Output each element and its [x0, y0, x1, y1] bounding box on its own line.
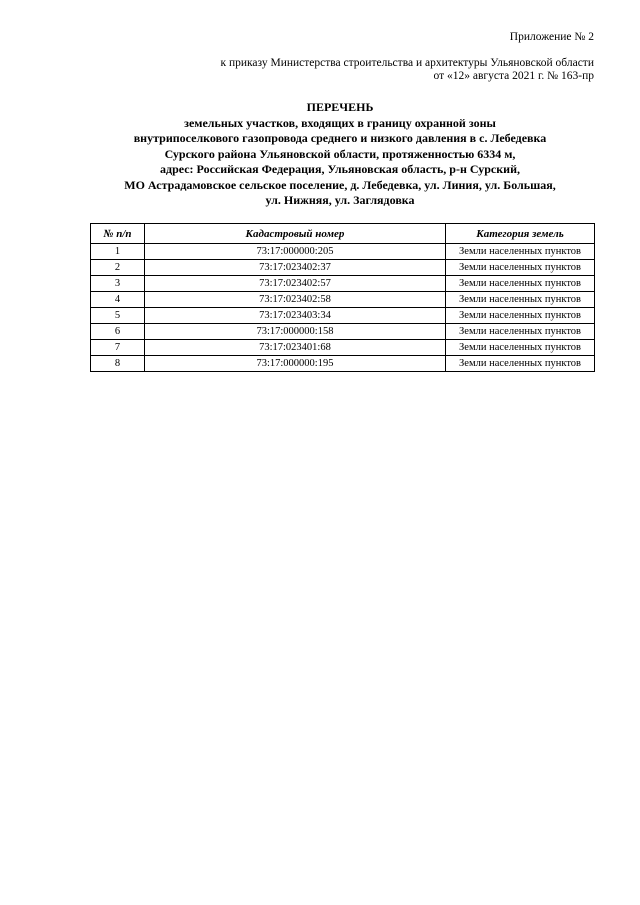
table-header-row — [91, 224, 595, 244]
order-reference-line2: от «12» августа 2021 г. № 163-пр — [433, 70, 594, 82]
order-reference-line1: к приказу Министерства строительства и архитектуры Ульяновской области — [220, 57, 594, 69]
cadastral-number: 73:17:023401:68 — [144, 340, 445, 356]
land-category: Земли населенных пунктов — [446, 244, 595, 260]
land-category: Земли населенных пунктов — [446, 260, 595, 276]
row-number: 2 — [91, 260, 145, 276]
land-category: Земли населенных пунктов — [446, 324, 595, 340]
document-title — [60, 100, 620, 209]
land-category: Земли населенных пунктов — [446, 292, 595, 308]
title-line: МО Астрадамовское сельское поселение, д. Лебедевка, ул. Линия, ул. Большая, — [124, 177, 556, 192]
row-number: 5 — [91, 308, 145, 324]
table-row — [91, 356, 595, 372]
title-line: земельных участков, входящих в границу охранной зоны — [184, 115, 496, 130]
table-row — [91, 308, 595, 324]
cadastral-number: 73:17:000000:205 — [144, 244, 445, 260]
cadastral-number: 73:17:023402:37 — [144, 260, 445, 276]
column-header-category: Категория земель — [446, 224, 595, 244]
row-number: 6 — [91, 324, 145, 340]
parcels-table — [90, 223, 595, 372]
column-header-number: № п/п — [91, 224, 145, 244]
title-line: Сурского района Ульяновской области, протяженностью 6334 м, — [164, 146, 516, 161]
land-category: Земли населенных пунктов — [446, 308, 595, 324]
cadastral-number: 73:17:023402:57 — [144, 276, 445, 292]
land-category: Земли населенных пунктов — [446, 356, 595, 372]
land-category: Земли населенных пунктов — [446, 340, 595, 356]
cadastral-number: 73:17:023402:58 — [144, 292, 445, 308]
row-number: 1 — [91, 244, 145, 260]
table-row — [91, 340, 595, 356]
cadastral-number: 73:17:000000:158 — [144, 324, 445, 340]
table-row — [91, 244, 595, 260]
title-line: ул. Нижняя, ул. Заглядовка — [265, 193, 415, 207]
row-number: 8 — [91, 356, 145, 372]
title-heading: ПЕРЕЧЕНЬ — [306, 100, 374, 114]
title-line: адрес: Российская Федерация, Ульяновская область, р-н Сурский, — [160, 162, 520, 176]
land-category: Земли населенных пунктов — [446, 276, 595, 292]
title-line: внутрипоселкового газопровода среднего и низкого давления в с. Лебедевка — [133, 131, 547, 145]
table-row — [91, 292, 595, 308]
table-row — [91, 276, 595, 292]
cadastral-number: 73:17:023403:34 — [144, 308, 445, 324]
table-row — [91, 324, 595, 340]
table-row — [91, 260, 595, 276]
row-number: 3 — [91, 276, 145, 292]
row-number: 7 — [91, 340, 145, 356]
cadastral-number: 73:17:000000:195 — [144, 356, 445, 372]
row-number: 4 — [91, 292, 145, 308]
column-header-cadastral: Кадастровый номер — [144, 224, 445, 244]
annex-label: Приложение № 2 — [509, 31, 594, 43]
